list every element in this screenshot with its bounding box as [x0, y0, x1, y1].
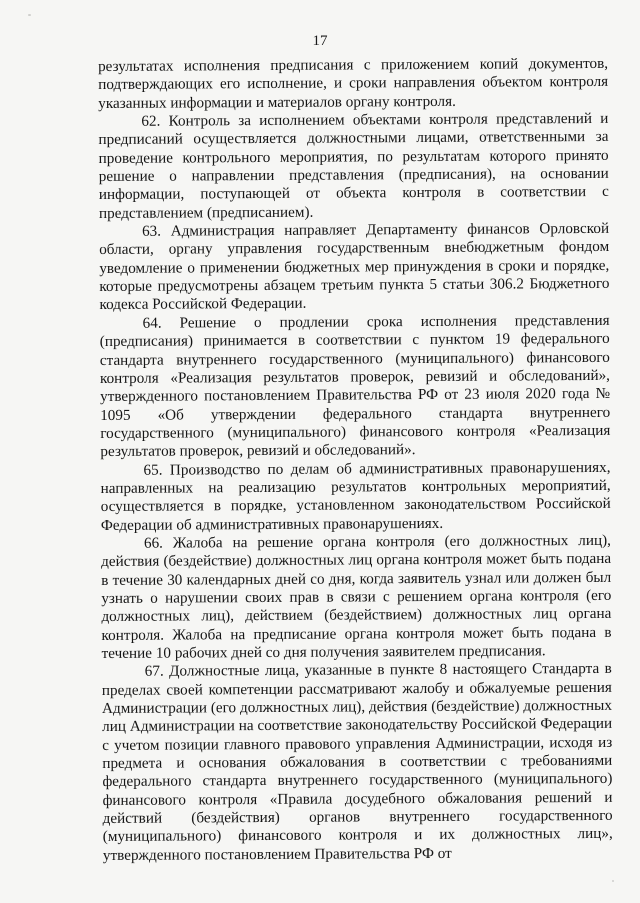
paragraph-67: 67. Должностные лица, указанные в пункте 8 настоящего Стандарта в пределах своей компетенции рассматривают жалобу и обжалуемые решения Администрации (его должностных лиц), действия (бездействие) должностных лиц Администрации на соответствие законодательству Российской Федерации с учетом позиции главного правового управления Администрации, исходя из предмета и основания обжалования в соответствии с требованиями федерального стандарта внутреннего государственного (муниципального) финансового контроля «Правила досудебного обжалования решений и действий (бездействия) органов внутреннего государственного (муниципального) финансового контроля и их должностных лиц», утвержденного постановлением Правительства РФ от — [101, 660, 613, 864]
scan-speck — [28, 14, 31, 16]
document-body — [98, 55, 613, 865]
scan-speck — [612, 880, 614, 882]
paragraph-65: 65. Производство по делам об административных правонарушениях, направленных на реализацию результатов контрольных мероприятий, осуществляется в порядке, установленном законодательством Российской Федерации об административных правонарушениях. — [100, 458, 611, 534]
paragraph-63: 63. Администрация направляет Департаменту финансов Орловской области, органу управления государственным внебюджетным фондом уведомление о применении бюджетных мер принуждения в сроки и порядке, которые предусмотрены абзацем третьим пункта 5 статьи 306.2 Бюджетного кодекса Российской Федерации. — [99, 219, 610, 314]
paragraph-64: 64. Решение о продлении срока исполнения представления (предписания) принимается в соответствии с пунктом 19 федерального стандарта внутреннего государственного (муниципального) финансового контроля «Реализация результатов проверок, ревизий и обследований», утвержденного постановлением Правительства РФ от 23 июля 2020 года № 1095 «Об утверждении федерального стандарта внутреннего государственного (муниципального) финансового контроля «Реализация результатов проверок, ревизий и обследований». — [99, 311, 611, 461]
paragraph-62: 62. Контроль за исполнением объектами контроля представлений и предписаний осуществляется должностными лицами, ответственными за проведение контрольного мероприятия, по результатам которого принято решение о направлении представления (предписания), на основании информации, поступающей от объекта контроля в соответствии с представлением (предписанием). — [98, 109, 609, 222]
page-number: 17 — [312, 33, 328, 49]
paragraph-66: 66. Жалоба на решение органа контроля (его должностных лиц), действия (бездействие) должностных лиц органа контроля может быть подана в течение 30 календарных дней со дня, когда заявитель узнал или должен был узнать о нарушении своих прав в связи с решением органа контроля (его должностных лиц), действием (бездействием) должностных лиц органа контроля. Жалоба на предписание органа контроля может быть подана в течение 10 рабочих дней со дня получения заявителем предписания. — [101, 531, 612, 662]
paragraph-continuation: результатах исполнения предписания с приложением копий документов, подтверждающих его исполнение, и сроки направления объектом контроля указанных информации и материалов органу контроля. — [98, 54, 609, 112]
